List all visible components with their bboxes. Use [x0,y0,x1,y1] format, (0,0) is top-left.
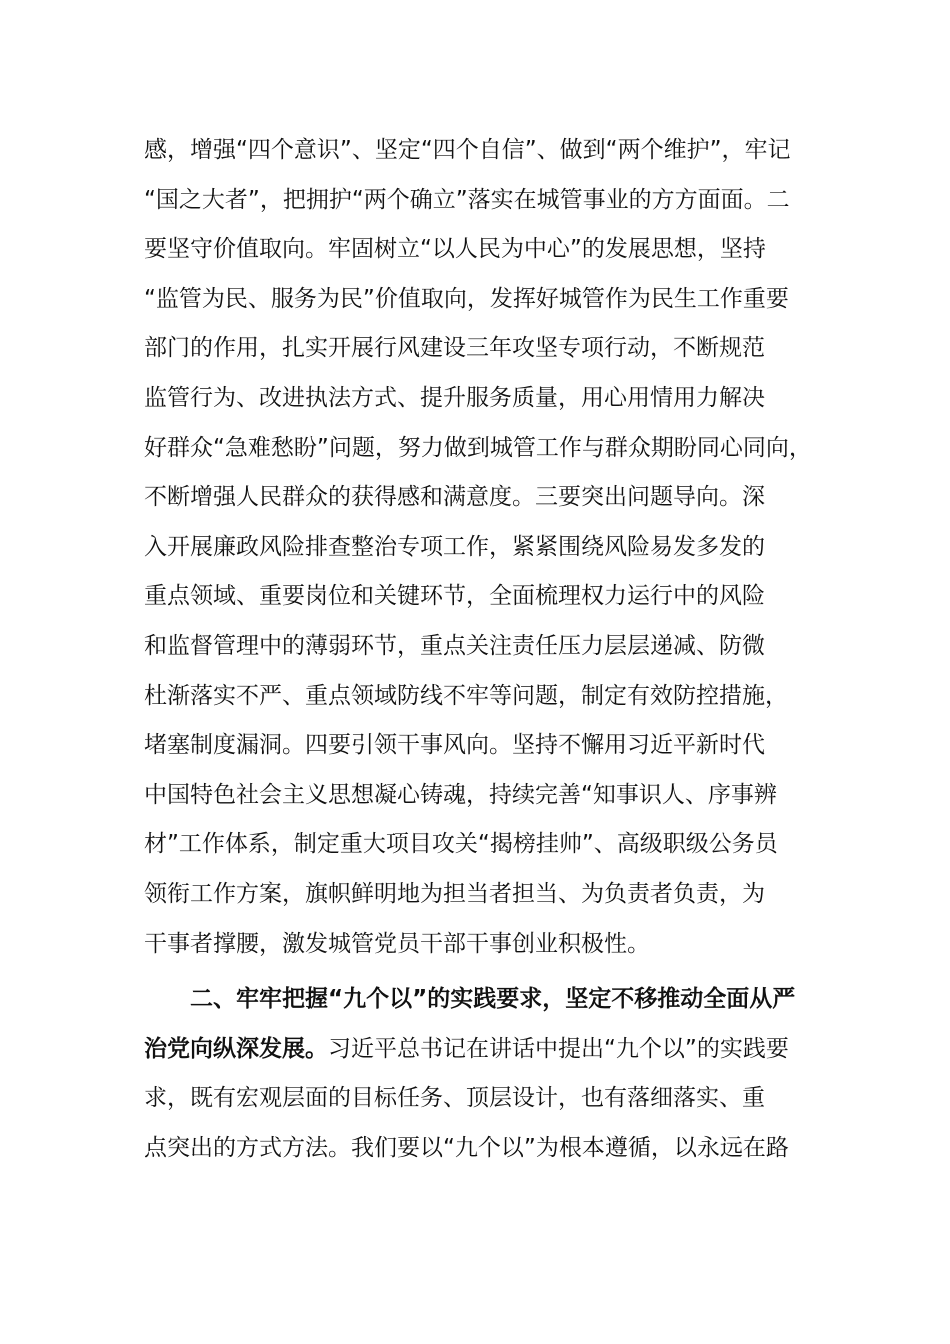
paragraph-line: 部门的作用，扎实开展行风建设三年攻坚专项行动，不断规范 [144,335,765,362]
paragraph-line: 不断增强人民群众的获得感和满意度。三要突出问题导向。深 [144,484,765,511]
paragraph-line: 堵塞制度漏洞。四要引领干事风向。坚持不懈用习近平新时代 [144,732,765,759]
paragraph-line: 入开展廉政风险排查整治专项工作，紧紧围绕风险易发多发的 [144,533,765,560]
paragraph-line: 好群众“急难愁盼”问题，努力做到城管工作与群众期盼同心同向， [144,434,812,461]
section-heading-line: 二、牢牢把握“九个以”的实践要求，坚定不移推动全面从严 [190,986,796,1013]
paragraph-line [144,1029,834,1079]
paragraph-line: 监管行为、改进执法方式、提升服务质量，用心用情用力解决 [144,384,765,411]
paragraph-line: 干事者撑腰，激发城管党员干部干事创业积极性。 [144,930,650,957]
section-heading-tail: 治党向纵深发展。 [144,1035,328,1062]
paragraph-line: 杜渐落实不严、重点领域防线不牢等问题，制定有效防控措施， [144,682,788,709]
paragraph-line: 材”工作体系，制定重大项目攻关“揭榜挂帅”、高级职级公务员 [144,831,778,858]
paragraph-line: 求，既有宏观层面的目标任务、顶层设计，也有落细落实、重 [144,1085,765,1112]
paragraph-line: 重点领域、重要岗位和关键环节，全面梳理权力运行中的风险 [144,583,765,610]
paragraph-line: 和监督管理中的薄弱环节，重点关注责任压力层层递减、防微 [144,632,765,659]
paragraph-line: 点突出的方式方法。我们要以“九个以”为根本遵循，以永远在路 [144,1134,789,1161]
paragraph-text: 习近平总书记在讲话中提出“九个以”的实践要 [328,1035,789,1062]
paragraph-line: 领衔工作方案，旗帜鲜明地为担当者担当、为负责者负责，为 [144,880,765,907]
paragraph-line: 要坚守价值取向。牢固树立“以人民为中心”的发展思想，坚持 [144,236,766,263]
paragraph-line: 中国特色社会主义思想凝心铸魂，持续完善“知事识人、序事辨 [144,781,777,808]
paragraph-line: “国之大者”，把拥护“两个确立”落实在城管事业的方方面面。二 [144,186,790,213]
paragraph-line: “监管为民、服务为民”价值取向，发挥好城管作为民生工作重要 [144,285,789,312]
body-text [144,130,834,1177]
paragraph-line: 感，增强“四个意识”、坚定“四个自信”、做到“两个维护”，牢记 [144,137,791,163]
